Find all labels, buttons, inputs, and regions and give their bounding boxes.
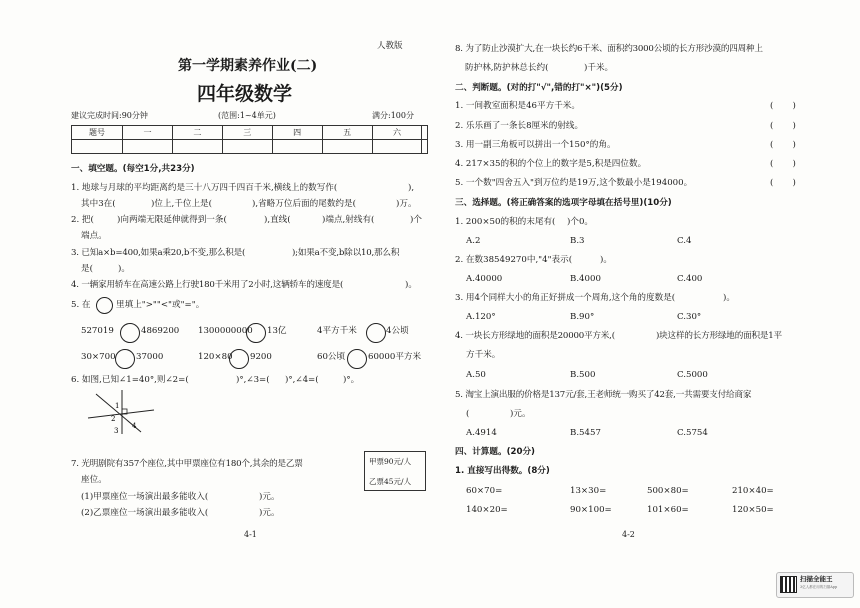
q2-line-a: 2. 把( (71, 215, 94, 225)
q1-line-b-end: )万。 (396, 199, 417, 209)
score-header-cell: 五 (322, 126, 372, 140)
compare-circle[interactable] (120, 323, 140, 343)
angle-label: 3 (114, 427, 119, 435)
choice-option: B.4000 (570, 274, 601, 284)
q7-sub1-end: )元。 (259, 492, 280, 502)
judge-item: 4. 217×35的积的个位上的数字是5,积是四位数。 (455, 159, 647, 169)
calc-item: 13×30= (570, 486, 607, 496)
score-cell (123, 140, 173, 154)
q1-line-b: 其中3在( (81, 199, 116, 209)
q7-sub2: (2)乙票座位一场演出最多能收入( (81, 508, 209, 518)
compare-circle[interactable] (246, 323, 266, 343)
q7-line-b: 座位。 (81, 475, 107, 485)
compare-value: 13亿 (267, 326, 287, 336)
score-header-cell: 题号 (72, 126, 123, 140)
score-header-cell (422, 126, 428, 140)
compare-value: 527019 (81, 326, 114, 336)
answer-paren[interactable]: ( ) (770, 178, 796, 188)
angle-label: 4 (132, 422, 137, 430)
compare-value: 30×700 (81, 352, 116, 362)
q4-line-end: )。 (405, 280, 417, 290)
choice-q4-line-a: 4. 一块长方形绿地的面积是20000平方米,( (455, 331, 615, 341)
judge-item: 2. 乐乐画了一条长8厘米的射线。 (455, 121, 584, 131)
compare-value: 9200 (250, 352, 272, 362)
score-header-cell: 三 (222, 126, 272, 140)
price-first-class: 甲票90元/人 (369, 457, 412, 466)
q1-line-b-mid: )位上,千位上是( (151, 199, 212, 209)
calc-item: 90×100= (570, 505, 612, 515)
calc-item: 120×50= (732, 505, 774, 515)
qr-code-icon (780, 576, 797, 593)
page-number-right: 4-2 (622, 530, 635, 539)
full-score: 满分:100分 (372, 111, 414, 120)
q1-line-a-end: ), (408, 183, 415, 193)
scanner-label: 扫描全能王 (800, 575, 833, 583)
judge-item: 5. 一个数"四舍五入"到万位约是19万,这个数最小是194000。 (455, 178, 693, 188)
section-multiple-choice: 三、选择题。(将正确答案的选项字母填在括号里)(10分) (455, 198, 672, 208)
score-cell (222, 140, 272, 154)
choice-option: C.400 (677, 274, 703, 284)
choice-option: B.5457 (570, 428, 601, 438)
calc-item: 210×40= (732, 486, 774, 496)
score-header-cell: 二 (172, 126, 222, 140)
choice-option: C.5754 (677, 428, 708, 438)
q3-line-a: 3. 已知a×b=400,如果a乘20,b不变,那么积是( (71, 248, 246, 258)
choice-q3-end: )。 (723, 293, 735, 303)
compare-circle[interactable] (229, 349, 249, 369)
choice-option: C.5000 (677, 370, 708, 380)
compare-circle[interactable] (115, 349, 135, 369)
score-table-blank-row (72, 140, 428, 154)
q8-line-b-end: )千米。 (584, 63, 614, 73)
score-cell (172, 140, 222, 154)
angle-figure (86, 388, 156, 438)
compare-circle[interactable] (347, 349, 367, 369)
choice-option: A.50 (466, 370, 486, 380)
choice-q1-end: )个0。 (567, 217, 594, 227)
compare-value: 4869200 (141, 326, 180, 336)
angle-label: 2 (111, 415, 116, 423)
answer-paren[interactable]: ( ) (770, 101, 796, 111)
score-cell (372, 140, 422, 154)
score-cell (272, 140, 322, 154)
compare-value: 37000 (136, 352, 164, 362)
q3-line-a-mid: );如果a不变,b除以10,那么积 (292, 248, 400, 258)
score-table (71, 125, 428, 154)
angle-label: 1 (115, 402, 120, 410)
section-true-false: 二、判断题。(对的打"√",错的打"×")(5分) (455, 83, 623, 93)
choice-option: A.120° (466, 312, 496, 322)
calc-item: 140×20= (466, 505, 508, 515)
q2-line-a-mid: )向两端无限延伸就得到一条( (117, 215, 227, 225)
score-header-cell: 四 (272, 126, 322, 140)
q6-line-end: )°。 (343, 375, 360, 385)
calc-subtitle: 1. 直接写出得数。(8分) (455, 466, 550, 476)
scanner-sublabel: 3亿人都在用的扫描App (800, 585, 838, 589)
compare-value: 4平方千米 (317, 326, 357, 336)
answer-paren[interactable]: ( ) (770, 121, 796, 131)
q3-line-b-end: )。 (118, 264, 130, 274)
judge-item: 1. 一间教室面积是46平方千米。 (455, 101, 580, 111)
q6-line: 6. 如图,已知∠1=40°,则∠2=( (71, 375, 189, 385)
choice-option: B.3 (570, 236, 585, 246)
calc-item: 60×70= (466, 486, 503, 496)
q7-sub2-end: )元。 (259, 508, 280, 518)
q4-line: 4. 一辆家用轿车在高速公路上行驶180千米用了2小时,这辆轿车的速度是( (71, 280, 344, 290)
score-cell (422, 140, 428, 154)
page-number-left: 4-1 (244, 530, 257, 539)
q6-line-mid2: )°,∠4=( (285, 375, 319, 385)
choice-option: A.2 (466, 236, 481, 246)
choice-option: A.4914 (466, 428, 497, 438)
choice-q4-line-a-end: )块这样的长方形绿地的面积是1平 (656, 331, 782, 341)
q8-line-a: 8. 为了防止沙漠扩大,在一块长约6千米、面积约3000公顷的长方形沙漠的四周种上 (455, 44, 763, 54)
exam-subject: 四年级数学 (197, 83, 293, 105)
score-table-header-row (72, 126, 428, 140)
score-header-cell: 六 (372, 126, 422, 140)
q2-line-a-end: )个 (410, 215, 422, 225)
choice-q3: 3. 用4个同样大小的角正好拼成一个周角,这个角的度数是( (455, 293, 676, 303)
choice-q2-end: )。 (600, 255, 612, 265)
q3-line-b: 是( (81, 264, 93, 274)
section-fill-blank: 一、填空题。(每空1分,共23分) (71, 164, 195, 174)
choice-q2: 2. 在数38549270中,"4"表示( (455, 255, 573, 265)
price-second-class: 乙票45元/人 (369, 477, 412, 486)
q1-line-a: 1. 地球与月球的平均距离约是三十八万四千四百千米,横线上的数写作( (71, 183, 338, 193)
choice-q4-line-b: 方千米。 (466, 350, 501, 360)
score-cell (322, 140, 372, 154)
compare-value: 60000平方米 (368, 352, 422, 362)
choice-option: B.90° (570, 312, 595, 322)
choice-q1: 1. 200×50的积的末尾有( (455, 217, 556, 227)
choice-q5-line-b-end: )元。 (510, 409, 531, 419)
compare-circle[interactable] (366, 323, 386, 343)
choice-q5-line-b: ( (466, 409, 470, 419)
suggested-time: 建议完成时间:90分钟 (71, 111, 148, 120)
compare-value: 60公顷 (317, 352, 346, 362)
q2-line-a-mid3: )端点,射线有( (322, 215, 375, 225)
q5-intro: 5. 在 (71, 300, 91, 310)
score-cell (72, 140, 123, 154)
q6-line-mid: )°,∠3=( (236, 375, 270, 385)
q7-line-a: 7. 光明剧院有357个座位,其中甲票座位有180个,其余的是乙票 (71, 459, 303, 469)
q2-line-a-mid2: ),直线( (264, 215, 291, 225)
choice-option: C.4 (677, 236, 692, 246)
section-calculation: 四、计算题。(20分) (455, 447, 535, 457)
score-header-cell: 一 (123, 126, 173, 140)
ticket-price-box (364, 451, 426, 491)
choice-option: B.500 (570, 370, 596, 380)
compare-value: 120×80 (198, 352, 233, 362)
q8-line-b: 防护林,防护林总长约( (465, 63, 549, 73)
publisher-label: 人教版 (377, 41, 403, 51)
q2-line-b: 端点。 (81, 231, 107, 241)
compare-circle[interactable] (96, 297, 113, 314)
choice-option: A.40000 (466, 274, 503, 284)
q7-sub1: (1)甲票座位一场演出最多能收入( (81, 492, 209, 502)
choice-q5-line-a: 5. 淘宝上演出服的价格是137元/套,王老师统一购买了42套,一共需要支付给商家 (455, 390, 752, 400)
compare-value: 1300000000 (198, 326, 253, 336)
judge-item: 3. 用一副三角板可以拼出一个150°的角。 (455, 140, 616, 150)
choice-option: C.30° (677, 312, 702, 322)
scope: (范围:1~4单元) (218, 111, 276, 120)
answer-paren[interactable]: ( ) (770, 159, 796, 169)
q5-intro-end: 里填上">""<"或"="。 (116, 300, 205, 310)
compare-value: 4公顷 (386, 326, 409, 336)
exam-title: 第一学期素养作业(二) (178, 58, 318, 74)
calc-item: 500×80= (647, 486, 689, 496)
calc-item: 101×60= (647, 505, 689, 515)
q1-line-b-mid2: ),省略万位后面的尾数约是( (252, 199, 356, 209)
answer-paren[interactable]: ( ) (770, 140, 796, 150)
